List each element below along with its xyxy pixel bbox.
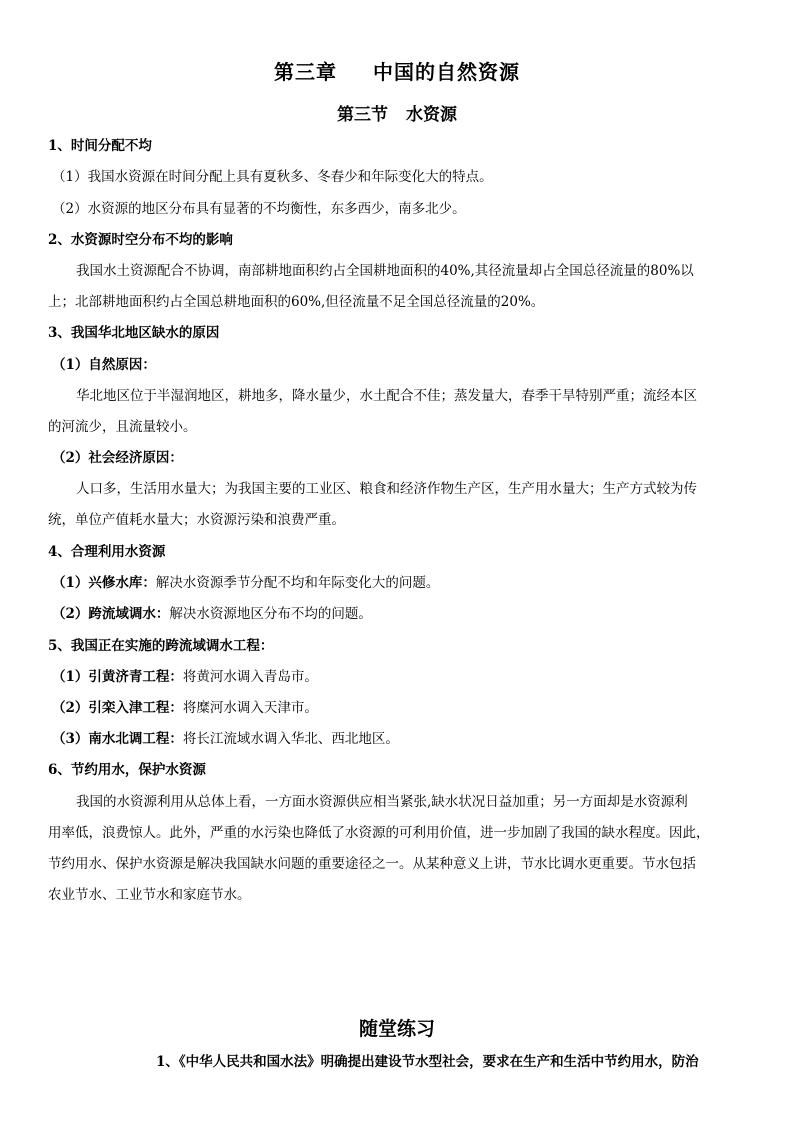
item-label: （1）引黄济青工程： xyxy=(52,669,183,685)
paragraph-line: 的河流少，且流量较小。 xyxy=(48,419,197,435)
paragraph: （2）水资源的地区分布具有显著的不均衡性，东多西少，南多北少。 xyxy=(52,201,466,217)
chapter-name: 中国的自然资源 xyxy=(373,60,520,84)
paragraph-line: 节约用水、保护水资源是解决我国缺水问题的重要途径之一。从某种意义上讲，节水比调水更重要。节水包括 xyxy=(48,856,696,872)
heading-north-china-shortage: 3、我国华北地区缺水的原因 xyxy=(48,325,220,341)
item-text: 解决水资源地区分布不均的问题。 xyxy=(169,606,372,622)
list-item xyxy=(52,729,752,749)
paragraph-line: 统，单位产值耗水量大；水资源污染和浪费严重。 xyxy=(48,512,345,528)
chapter-title xyxy=(0,56,794,85)
heading-save-water: 6、节约用水，保护水资源 xyxy=(48,762,206,778)
paragraph-line: 我国的水资源利用从总体上看，一方面水资源供应相当紧张,缺水状况日益加重；另一方面却是水资源利 xyxy=(76,794,688,810)
item-text: 将长江流域水调入华北、西北地区。 xyxy=(182,731,399,747)
subheading-natural: （1）自然原因： xyxy=(52,357,156,373)
item-label: （2）跨流域调水： xyxy=(52,606,170,622)
item-text: 将糜河水调入天津市。 xyxy=(182,700,318,716)
list-item xyxy=(52,573,752,593)
item-text: 将黄河水调入青岛市。 xyxy=(182,669,318,685)
paragraph: （1）我国水资源在时间分配上具有夏秋多、冬春少和年际变化大的特点。 xyxy=(52,169,493,185)
heading-impact: 2、水资源时空分布不均的影响 xyxy=(48,232,233,248)
heading-rational-use: 4、合理利用水资源 xyxy=(48,544,166,560)
list-item xyxy=(52,698,752,718)
list-item xyxy=(52,667,752,687)
paragraph-line: 用率低，浪费惊人。此外，严重的水污染也降低了水资源的可利用价值，进一步加剧了我国的缺水程度。因此， xyxy=(48,825,710,841)
item-label: （3）南水北调工程： xyxy=(52,731,183,747)
list-item xyxy=(52,604,752,624)
subheading-social: （2）社会经济原因： xyxy=(52,450,183,466)
practice-title: 随堂练习 xyxy=(358,1018,435,1040)
chapter-prefix: 第三章 xyxy=(274,60,337,84)
section-title xyxy=(0,100,794,125)
heading-water-transfer: 5、我国正在实施的跨流域调水工程： xyxy=(48,638,274,654)
section-name: 水资源 xyxy=(406,105,457,125)
section-prefix: 第三节 xyxy=(337,105,388,125)
paragraph-line: 华北地区位于半湿润地区，耕地多，降水量少，水土配合不佳；蒸发量大，春季干旱特别严重；流经本区 xyxy=(76,388,697,404)
paragraph-line: 上；北部耕地面积约占全国总耕地面积的60%,但径流量不足全国总径流量的20%。 xyxy=(48,294,545,310)
paragraph-line: 农业节水、工业节水和家庭节水。 xyxy=(48,887,251,903)
paragraph-line: 人口多，生活用水量大；为我国主要的工业区、粮食和经济作物生产区，生产用水量大；生产方式较为传 xyxy=(76,481,697,497)
item-label: （1）兴修水库： xyxy=(52,575,156,591)
item-label: （2）引栾入津工程： xyxy=(52,700,183,716)
heading-time-distribution: 1、时间分配不均 xyxy=(48,138,152,154)
item-text: 解决水资源季节分配不均和年际变化大的问题。 xyxy=(155,575,440,591)
paragraph-line: 我国水土资源配合不协调，南部耕地面积约占全国耕地面积的40%,其径流量却占全国总径流量的80%以 xyxy=(76,263,694,279)
practice-question: 1、《中华人民共和国水法》明确提出建设节水型社会，要求在生产和生活中节约用水，防治 xyxy=(156,1054,699,1070)
